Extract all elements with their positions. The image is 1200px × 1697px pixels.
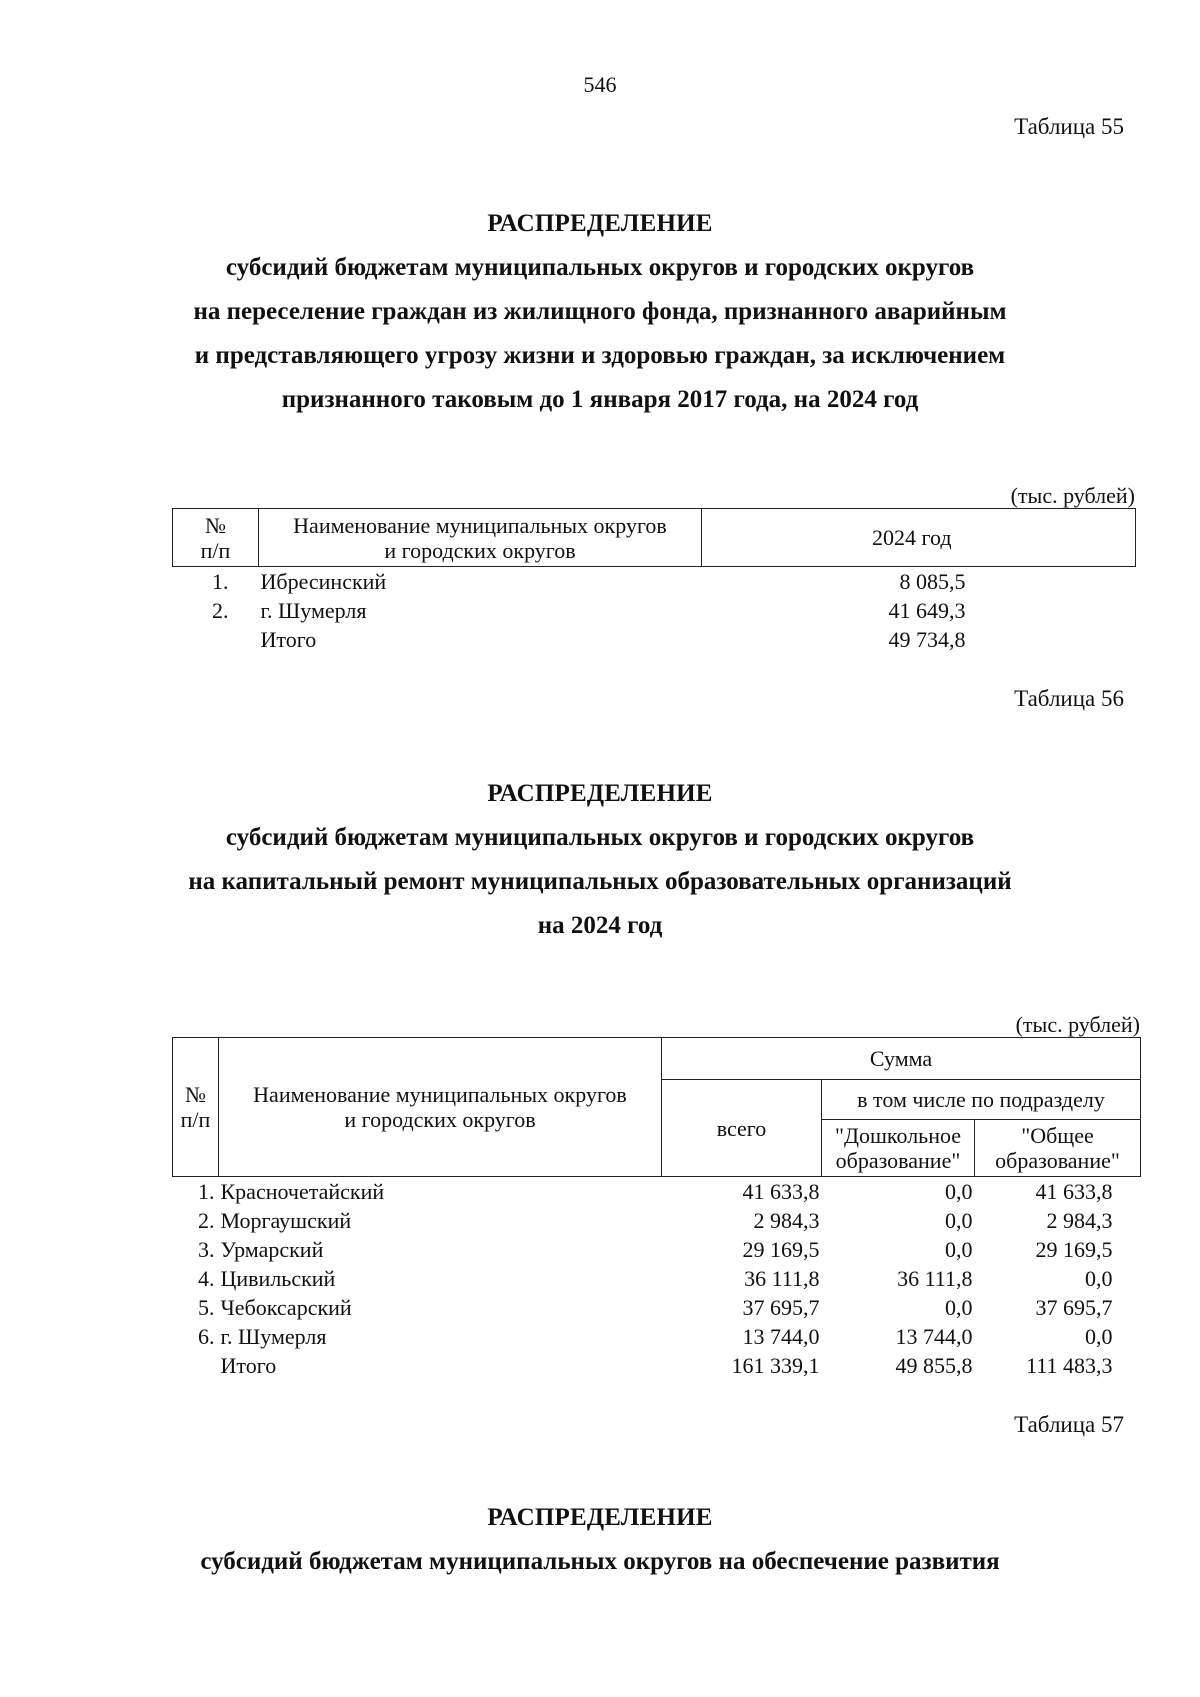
row-name: Моргаушский — [220, 1208, 352, 1233]
units-label: (тыс. рублей) — [1010, 483, 1135, 508]
table-row — [173, 1322, 1141, 1351]
page-number: 546 — [583, 72, 617, 97]
row-preschool: 0,0 — [945, 1237, 973, 1262]
header-line: Наименование муниципальных округов — [253, 1082, 627, 1107]
heading-title: РАСПРЕДЕЛЕНИЕ — [487, 1504, 713, 1531]
row-name: Ибресинский — [260, 569, 387, 594]
table-row — [173, 1235, 1141, 1264]
table-row-total — [173, 1351, 1141, 1380]
col-header-including: в том числе по подразделу — [822, 1080, 1141, 1120]
row-preschool: 0,0 — [945, 1208, 973, 1233]
table-row — [173, 596, 1136, 625]
heading-title: РАСПРЕДЕЛЕНИЕ — [487, 780, 713, 807]
row-num — [173, 625, 259, 654]
heading-subtitle-line: на капитальный ремонт муниципальных образовательных организаций — [188, 868, 1012, 895]
table-55-heading — [0, 202, 1200, 422]
col-header-name — [219, 1038, 662, 1177]
row-total: 161 339,1 — [731, 1353, 820, 1378]
row-total: 37 695,7 — [742, 1295, 820, 1320]
units-label: (тыс. рублей) — [1015, 1012, 1140, 1037]
row-general: 37 695,7 — [1035, 1295, 1113, 1320]
row-preschool: 36 111,8 — [897, 1266, 973, 1291]
row-value: 49 734,8 — [888, 627, 966, 652]
header-line: образование" — [835, 1148, 961, 1173]
table-row — [173, 1293, 1141, 1322]
row-value: 41 649,3 — [888, 598, 966, 623]
heading-subtitle-line: и представляющего угрозу жизни и здоровью граждан, за исключением — [194, 342, 1006, 369]
row-name: Цивильский — [220, 1266, 336, 1291]
heading-subtitle-line: субсидий бюджетам муниципальных округов на обеспечение развития — [200, 1548, 1000, 1575]
table-55-label: Таблица 55 — [1014, 114, 1124, 139]
col-header-total: всего — [662, 1080, 822, 1177]
header-line: Наименование муниципальных округов — [293, 512, 667, 538]
heading-subtitle-line: субсидий бюджетам муниципальных округов и городских округов — [225, 824, 975, 851]
header-line: "Дошкольное — [834, 1123, 962, 1148]
row-preschool: 0,0 — [945, 1295, 973, 1320]
row-num: 2. — [212, 598, 229, 623]
row-general: 29 169,5 — [1035, 1237, 1113, 1262]
heading-subtitle-line: на переселение граждан из жилищного фонда, признанного аварийным — [193, 298, 1007, 325]
row-name: Итого — [220, 1353, 277, 1378]
row-name: Урмарский — [220, 1237, 324, 1262]
heading-title: РАСПРЕДЕЛЕНИЕ — [487, 210, 713, 237]
row-total: 29 169,5 — [742, 1237, 820, 1262]
header-line: и городских округов — [384, 537, 576, 563]
table-57-label: Таблица 57 — [1014, 1412, 1124, 1437]
row-name: Красночетайский — [220, 1179, 385, 1204]
row-num: 1. — [198, 1179, 215, 1204]
table-55 — [172, 508, 1136, 654]
heading-subtitle-line: на 2024 год — [537, 912, 663, 939]
row-general: 41 633,8 — [1035, 1179, 1113, 1204]
header-line: п/п — [200, 537, 231, 563]
col-header-year: 2024 год — [702, 509, 1136, 567]
row-num: 4. — [198, 1266, 215, 1291]
col-header-name — [259, 509, 702, 567]
row-total: 13 744,0 — [742, 1324, 820, 1349]
row-total: 2 984,3 — [753, 1208, 820, 1233]
row-value: 8 085,5 — [899, 569, 966, 594]
table-57-heading — [0, 1496, 1200, 1584]
row-num — [173, 1351, 219, 1380]
header-line: п/п — [180, 1107, 211, 1132]
heading-subtitle-line: признанного таковым до 1 января 2017 года, на 2024 год — [281, 386, 919, 413]
row-name: г. Шумерля — [220, 1324, 327, 1349]
table-56-label: Таблица 56 — [1014, 686, 1124, 711]
row-num: 6. — [198, 1324, 215, 1349]
row-general: 0,0 — [1085, 1266, 1113, 1291]
col-header-general — [975, 1120, 1141, 1177]
table-row — [173, 1177, 1141, 1207]
row-name: г. Шумерля — [260, 598, 367, 623]
row-total: 41 633,8 — [742, 1179, 820, 1204]
col-header-num — [173, 1038, 219, 1177]
row-num: 1. — [212, 569, 229, 594]
row-total: 36 111,8 — [744, 1266, 820, 1291]
header-line: № — [205, 512, 226, 538]
table-56-heading — [0, 772, 1200, 948]
row-num: 5. — [198, 1295, 215, 1320]
row-num: 3. — [198, 1237, 215, 1262]
row-name: Чебоксарский — [220, 1295, 352, 1320]
table-row — [173, 567, 1136, 597]
row-name: Итого — [260, 627, 317, 652]
row-preschool: 49 855,8 — [895, 1353, 973, 1378]
row-num: 2. — [198, 1208, 215, 1233]
header-line: образование" — [995, 1148, 1120, 1173]
header-line: № — [185, 1082, 206, 1107]
row-general: 2 984,3 — [1046, 1208, 1113, 1233]
table-row — [173, 1206, 1141, 1235]
header-line: "Общее — [1021, 1123, 1094, 1148]
col-header-preschool — [822, 1120, 975, 1177]
row-general: 111 483,3 — [1026, 1353, 1113, 1378]
header-line: и городских округов — [344, 1107, 536, 1132]
col-header-num — [173, 509, 259, 567]
col-header-sum: Сумма — [662, 1038, 1141, 1080]
row-preschool: 13 744,0 — [895, 1324, 973, 1349]
row-preschool: 0,0 — [945, 1179, 973, 1204]
table-56 — [172, 1037, 1141, 1380]
row-general: 0,0 — [1085, 1324, 1113, 1349]
heading-subtitle-line: субсидий бюджетам муниципальных округов и городских округов — [225, 254, 975, 281]
table-row-total — [173, 625, 1136, 654]
table-row — [173, 1264, 1141, 1293]
